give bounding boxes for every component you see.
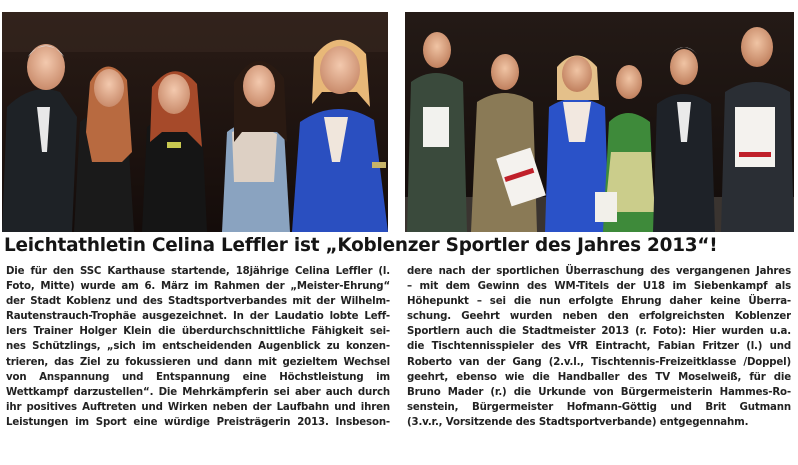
text-line: Bruno Mader (r.) die Urkunde von Bürgermeisterin Hammes-Ro- — [407, 386, 791, 398]
text-line: nes Schützlings, „sich im entscheidenden Augenblick zu konzen- — [6, 341, 390, 353]
text-line: Die für den SSC Karthause startende, 18jährige Celina Leffler (l. — [6, 266, 390, 277]
text-line: lers Trainer Holger Klein die überdurchschnittliche Fähigkeit sei- — [6, 326, 390, 338]
text-line: von Anspannung und Entspannung eine Höchstleistung im — [6, 371, 390, 383]
text-line: trieren, das Ziel zu fokussieren und dann mit gezieltem Wechsel — [6, 356, 390, 368]
article-column-left — [6, 264, 390, 430]
text-line: senstein, Bürgermeister Hofmann-Göttig und Brit Gutmann — [407, 401, 791, 413]
text-line: die Tischtennisspieler des VfR Eintracht, Fabian Fritzer (l.) und — [407, 341, 791, 353]
text-line: Höhepunkt – sei die nun erfolgte Ehrung daher keine Überra- — [407, 296, 791, 308]
text-line: schung. Geehrt wurden neben den erfolgreichsten Koblenzer — [407, 311, 791, 323]
text-line: Sportlern auch die Stadtmeister 2013 (r. Foto): Hier wurden u.a. — [407, 326, 791, 338]
text-line: Foto, Mitte) wurde am 6. März im Rahmen der „Meister-Ehrung“ — [6, 281, 390, 293]
photo-city-champions-graphic — [405, 12, 794, 232]
text-line: der Stadt Koblenz und des Stadtsportverbandes mit der Wilhelm- — [6, 296, 390, 308]
photo-city-champions — [405, 12, 794, 232]
article-column-right — [407, 264, 791, 430]
text-line: Wettkampf darzustellen“. Die Mehrkämpferin sei aber auch durch — [6, 386, 390, 398]
text-line: geehrt, ebenso wie die Handballer des TV Moselweiß, für die — [407, 371, 791, 383]
text-line: (3.v.r., Vorsitzende des Stadtsportverbande) entgegennahm. — [407, 416, 749, 428]
photo-award-winner — [2, 12, 388, 232]
text-line: Roberto van der Gang (2.v.l., Tischtennis-Freizeitklasse /Doppel) — [407, 356, 791, 368]
text-line: – mit dem Gewinn des WM-Titels der U18 im Siebenkampf als — [407, 281, 791, 293]
photo-award-winner-graphic — [2, 12, 388, 232]
text-line: Rautenstrauch-Trophäe ausgezeichnet. In der Laudatio lobte Leff- — [6, 311, 390, 323]
text-line: dere nach der sportlichen Überraschung des vergangenen Jahres — [407, 266, 791, 277]
article-headline: Leichtathletin Celina Leffler ist „Koblenzer Sportler des Jahres 2013“! — [4, 235, 718, 256]
text-line: Leistungen im Sport eine würdige Preisträgerin 2013. Insbeson- — [6, 416, 390, 428]
text-line: ihr positives Auftreten und Wirken neben der Laufbahn und ihren — [6, 401, 390, 413]
